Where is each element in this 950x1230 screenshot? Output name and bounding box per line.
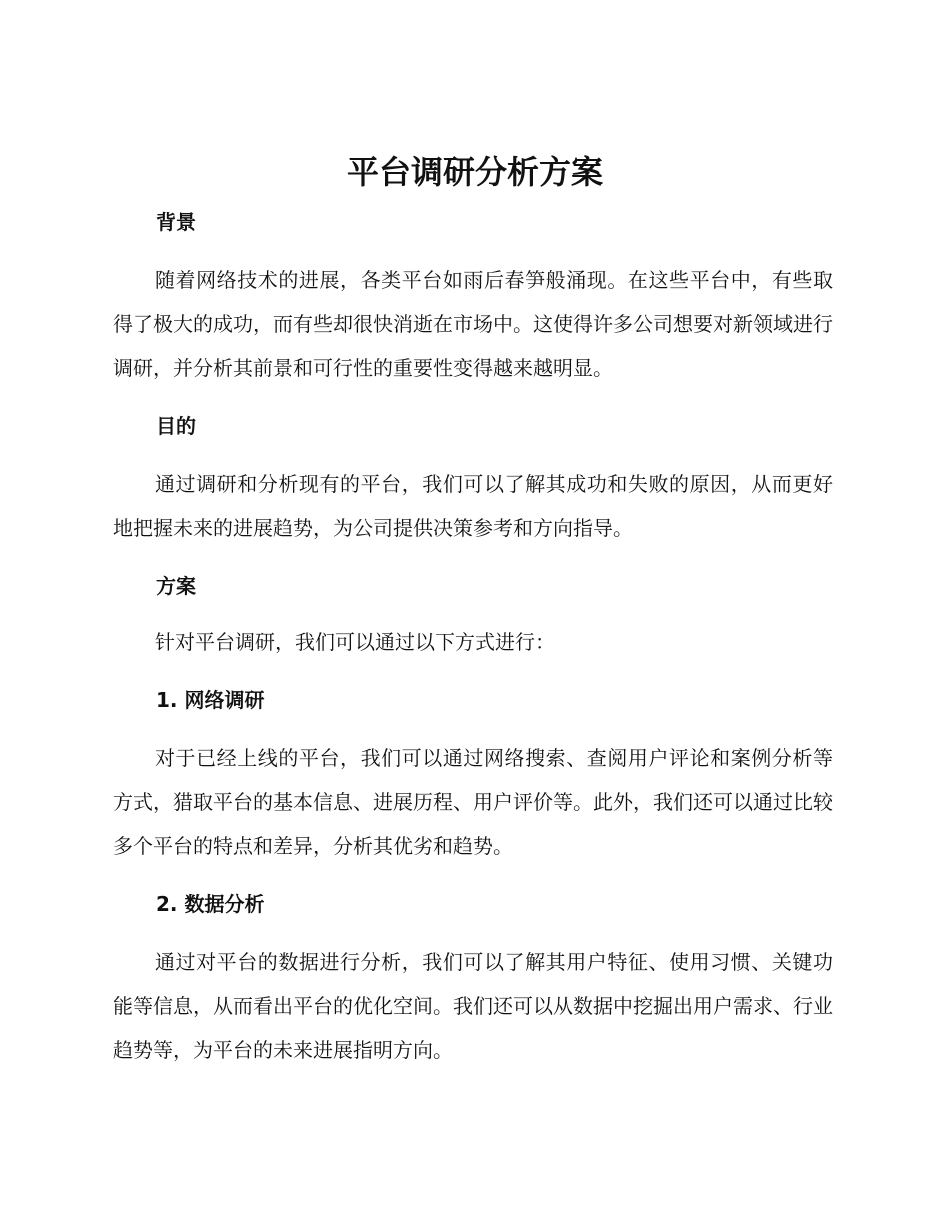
section-body-plan: 针对平台调研，我们可以通过以下方式进行：	[155, 630, 555, 654]
document-title: 平台调研分析方案	[346, 153, 603, 191]
section-heading-background: 背景	[156, 210, 196, 234]
section-heading-data-analysis: 2. 数据分析	[156, 892, 265, 916]
section-heading-plan: 方案	[156, 574, 196, 598]
section-body-purpose: 通过调研和分析现有的平台，我们可以了解其成功和失败的原因，从而更好地把握未来的进展趋势，为公司提供决策参考和方向指导。	[113, 472, 833, 540]
section-body-web-research: 对于已经上线的平台，我们可以通过网络搜索、查阅用户评论和案例分析等方式，猎取平台的基本信息、进展历程、用户评价等。此外，我们还可以通过比较多个平台的特点和差异，分析其优劣和趋势。	[113, 746, 833, 858]
section-body-data-analysis: 通过对平台的数据进行分析，我们可以了解其用户特征、使用习惯、关键功能等信息，从而看出平台的优化空间。我们还可以从数据中挖掘出用户需求、行业趋势等，为平台的未来进展指明方向。	[113, 950, 833, 1062]
section-heading-purpose: 目的	[156, 414, 196, 438]
section-body-background: 随着网络技术的进展，各类平台如雨后春笋般涌现。在这些平台中，有些取得了极大的成功，而有些却很快消逝在市场中。这使得许多公司想要对新领域进行调研，并分析其前景和可行性的重要性变得越来越明显。	[113, 268, 833, 380]
section-heading-web-research: 1. 网络调研	[156, 688, 265, 712]
